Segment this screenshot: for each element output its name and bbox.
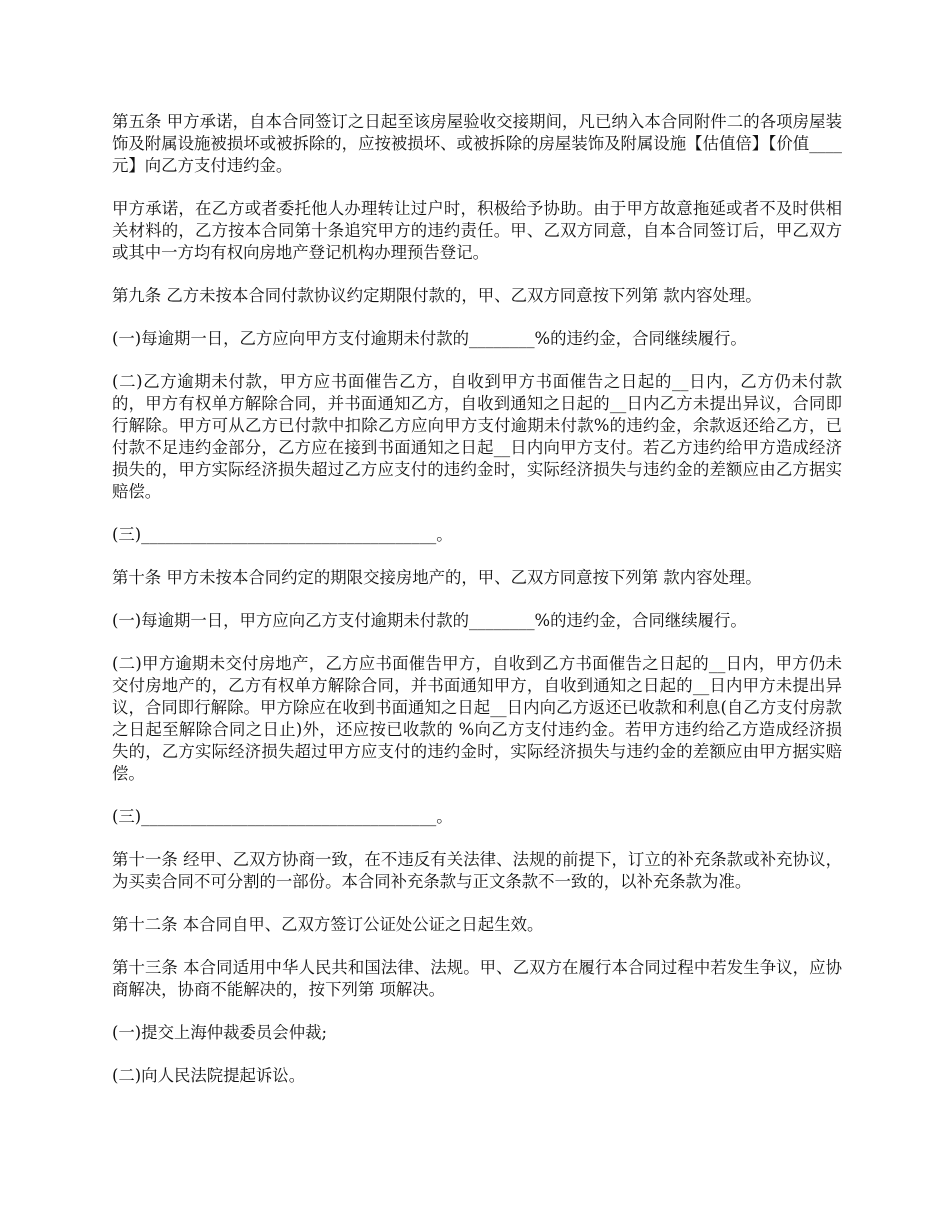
clause-13-item-1: (一)提交上海仲裁委员会仲裁; [112, 1023, 327, 1042]
seller-assist-transfer: 甲方承诺，在乙方或者委托他人办理转让过户时，积极给予协助。由于甲方故意拖延或者不及时供相关材料的，乙方按本合同第十条追究甲方的违约责任。甲、乙双方同意，自本合同签订后，甲乙双方或其中一方均有权向房地产登记机构办理预告登记。 [112, 199, 842, 262]
clause-10-item-1: (一)每逾期一日，甲方应向乙方支付逾期未付款的________%的违约金，合同继续履行。 [112, 611, 747, 630]
clause-13: 第十三条 本合同适用中华人民共和国法律、法规。甲、乙双方在履行本合同过程中若发生争议，应协商解决，协商不能解决的，按下列第 项解决。 [112, 958, 842, 999]
clause-13-item-2: (二)向人民法院提起诉讼。 [112, 1066, 306, 1085]
clause-9-item-3: (三)____________________________________。 [112, 525, 453, 544]
document-page [112, 111, 842, 1108]
clause-10: 第十条 甲方未按本合同约定的期限交接房地产的，甲、乙双方同意按下列第 款内容处理。 [112, 568, 762, 587]
clause-10-item-2: (二)甲方逾期未交付房地产，乙方应书面催告甲方，自收到乙方书面催告之日起的__日内，甲方仍未交付房地产的，乙方有权单方解除合同，并书面通知甲方，自收到通知之日起的__日内甲方未提出异议，合同即行解除。甲方除应在收到书面通知之日起__日内向乙方返还已收款和利息(自乙方支付房款之日起至解除合同之日止)外，还应按已收款的 %向乙方支付违约金。若甲方违约给乙方造成经济损失的，乙方实际经济损失超过甲方应支付的违约金时，实际经济损失与违约金的差额应由甲方据实赔偿。 [112, 654, 842, 783]
clause-12: 第十二条 本合同自甲、乙双方签订公证处公证之日起生效。 [112, 915, 544, 934]
clause-9-item-1: (一)每逾期一日，乙方应向甲方支付逾期未付款的________%的违约金，合同继续履行。 [112, 329, 747, 348]
clause-11: 第十一条 经甲、乙双方协商一致，在不违反有关法律、法规的前提下，订立的补充条款或补充协议，为买卖合同不可分割的一部份。本合同补充条款与正文条款不一致的，以补充条款为准。 [112, 850, 842, 891]
clause-9-item-2: (二)乙方逾期未付款，甲方应书面催告乙方，自收到甲方书面催告之日起的__日内，乙方仍未付款的，甲方有权单方解除合同，并书面通知乙方，自收到通知之日起的__日内乙方未提出异议，合同即行解除。甲方可从乙方已付款中扣除乙方应向甲方支付逾期未付款%的违约金，余款返还给乙方，已付款不足违约金部分，乙方应在接到书面通知之日起__日内向甲方支付。若乙方违约给甲方造成经济损失的，甲方实际经济损失超过乙方应支付的违约金时，实际经济损失与违约金的差额应由乙方据实赔偿。 [112, 372, 842, 501]
clause-9: 第九条 乙方未按本合同付款协议约定期限付款的，甲、乙双方同意按下列第 款内容处理。 [112, 286, 762, 305]
clause-5: 第五条 甲方承诺，自本合同签订之日起至该房屋验收交接期间，凡已纳入本合同附件二的各项房屋装饰及附属设施被损坏或被拆除的，应按被损坏、或被拆除的房屋装饰及附属设施【估值倍】【价值____元】向乙方支付违约金。 [112, 112, 842, 175]
clause-10-item-3: (三)____________________________________。 [112, 807, 453, 826]
